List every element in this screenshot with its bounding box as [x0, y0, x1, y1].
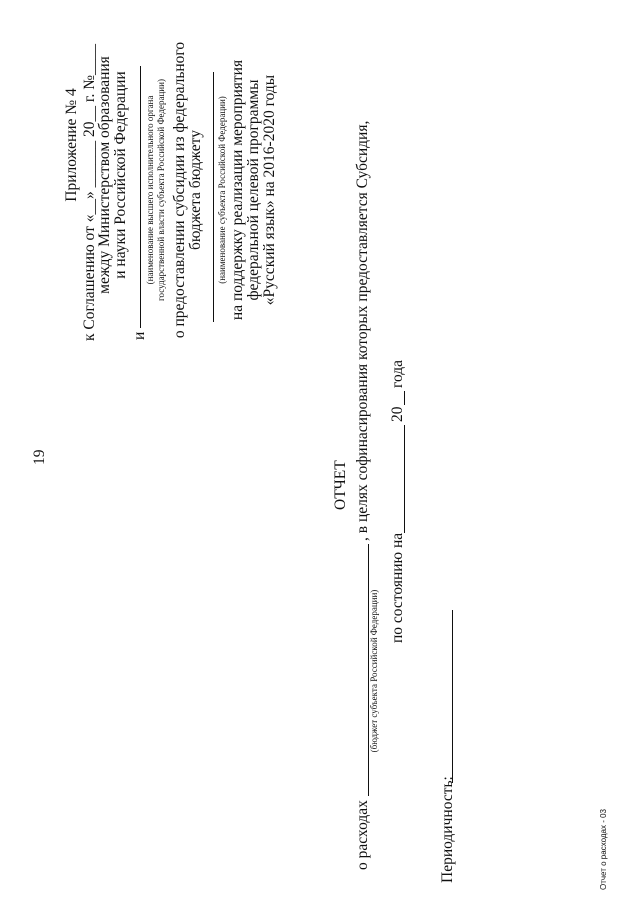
appendix-ministry-line-2: и науки Российской Федерации: [112, 71, 129, 279]
as-of-label: по состоянию на: [389, 532, 406, 643]
appendix-budget-line: бюджета бюджету: [187, 130, 204, 250]
report-title: ОТЧЕТ: [332, 460, 349, 510]
appendix-years-line: «Русский язык» на 2016-2020 годы: [261, 74, 278, 306]
expenses-label: о расходах: [354, 800, 371, 870]
appendix-agreement-line: к Соглашению от «__» ______ 20__ г. №____: [81, 43, 98, 341]
appendix-program-line: федеральной целевой программы: [245, 79, 262, 301]
periodicity-label: Периодичность:: [439, 776, 456, 883]
authority-name-line: [140, 66, 141, 328]
authority-caption-2: государственной власти субъекта Российской Федерации): [156, 79, 166, 301]
periodicity-line: [452, 610, 453, 783]
appendix-subsidy-line: о предоставлении субсидии из федерального: [171, 41, 188, 339]
page-number: 19: [31, 449, 48, 465]
budget-caption: (бюджет субъекта Российской Федерации): [369, 589, 379, 753]
authority-caption: (наименование высшего исполнительного органа: [145, 95, 155, 285]
appendix-ministry-line: между Министерством образования: [96, 56, 113, 294]
footer-code: Отчет о расходах - 03: [599, 808, 608, 890]
as-of-year-line: [404, 391, 405, 405]
expenses-purpose: , в целях софинасирования которых предоставляется Субсидия,: [354, 120, 371, 541]
as-of-year-suffix: года: [389, 359, 406, 388]
as-of-date-line: [404, 425, 405, 533]
appendix-title: Приложение № 4: [63, 88, 80, 202]
subject-caption: (наименование субъекта Российской Федерации): [217, 96, 227, 284]
appendix-support-line: на поддержку реализации мероприятия: [229, 59, 246, 321]
as-of-year-prefix: 20: [389, 406, 406, 422]
appendix-and: и: [131, 331, 148, 340]
subject-name-line: [213, 72, 214, 322]
